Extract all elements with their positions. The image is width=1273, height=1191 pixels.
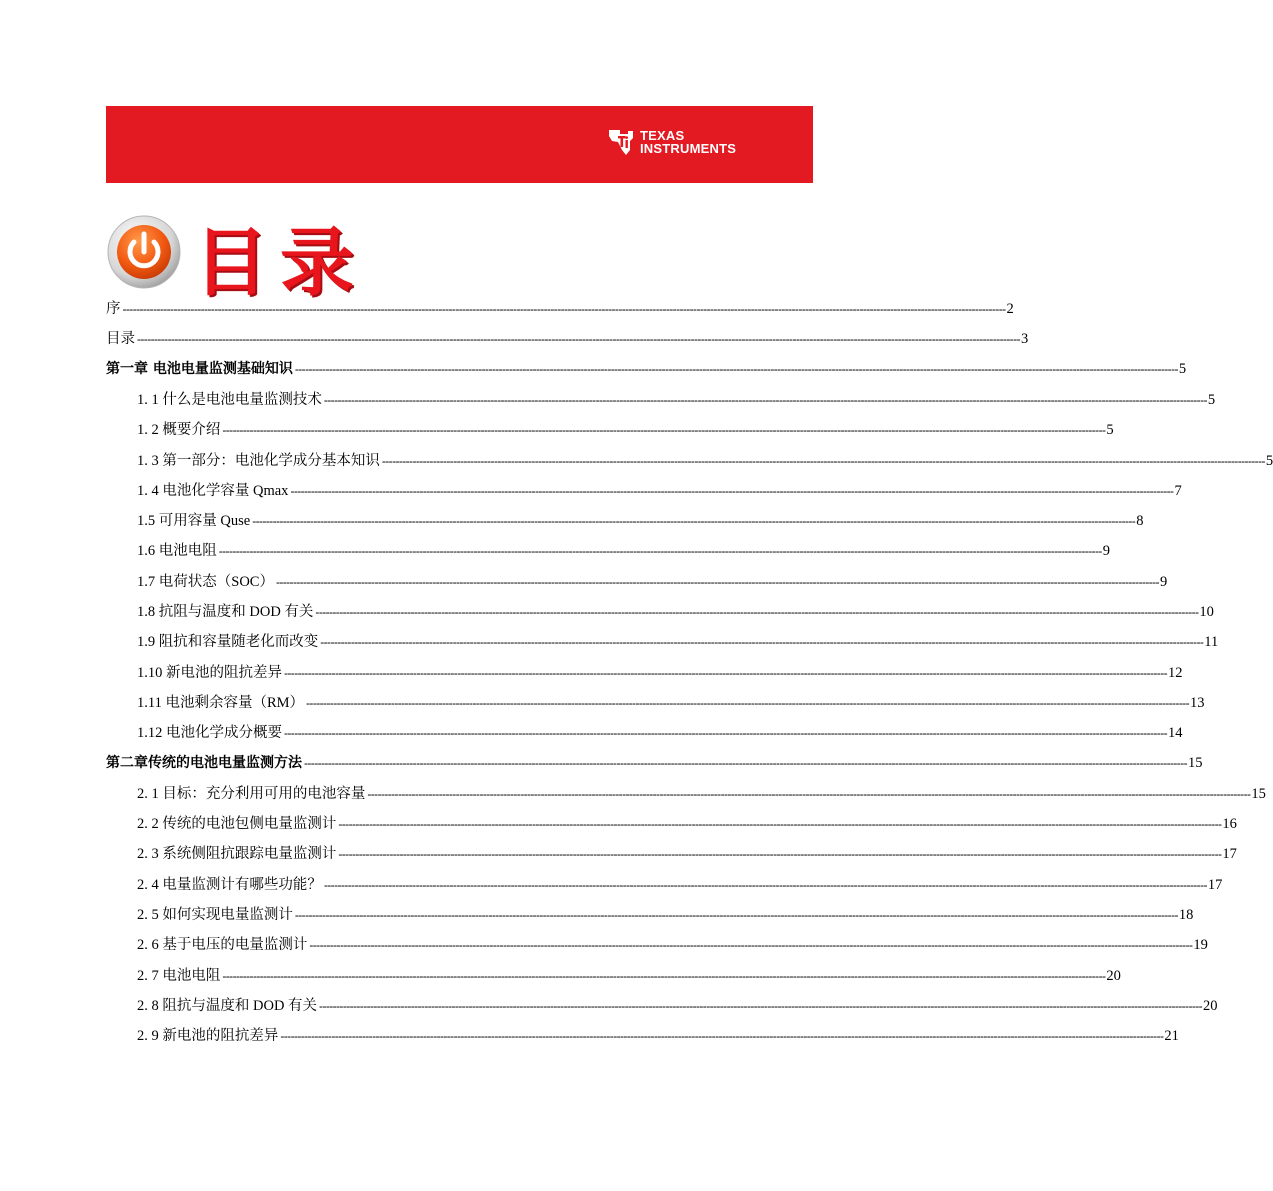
toc-leader: -------------------------------------------------------------------------------------------------------------------------------------------------------------------------------------------------------------------------------------------------------------------- xyxy=(122,302,1006,316)
toc-leader: -------------------------------------------------------------------------------------------------------------------------------------------------------------------------------------------------------------------------------------------------------------------- xyxy=(309,938,1193,953)
toc-entry[interactable] xyxy=(137,418,1114,442)
toc-entry-label: 1.10 新电池的阻抗差异 xyxy=(137,664,282,681)
toc-entry-label: 1.5 可用容量 Quse xyxy=(137,513,251,530)
toc-entry-page: 15 xyxy=(1188,754,1203,771)
toc-entry-page: 8 xyxy=(1136,513,1144,530)
toc-entry-label: 序 xyxy=(106,301,121,317)
toc-entry-label: 第二章传统的电池电量监测方法 xyxy=(106,754,302,771)
toc-leader: -------------------------------------------------------------------------------------------------------------------------------------------------------------------------------------------------------------------------------------------------------------------- xyxy=(218,544,1102,559)
toc-leader: -------------------------------------------------------------------------------------------------------------------------------------------------------------------------------------------------------------------------------------------------------------------- xyxy=(252,514,1136,529)
toc-entry[interactable] xyxy=(137,539,1110,563)
toc-leader: -------------------------------------------------------------------------------------------------------------------------------------------------------------------------------------------------------------------------------------------------------------------- xyxy=(323,392,1207,407)
toc-leader: -------------------------------------------------------------------------------------------------------------------------------------------------------------------------------------------------------------------------------------------------------------------- xyxy=(338,847,1222,862)
toc-entry[interactable] xyxy=(137,630,1219,654)
toc-entry-label: 1. 3 第一部分：电池化学成分基本知识 xyxy=(137,452,380,469)
toc-leader: -------------------------------------------------------------------------------------------------------------------------------------------------------------------------------------------------------------------------------------------------------------------- xyxy=(315,605,1199,619)
toc-leader: -------------------------------------------------------------------------------------------------------------------------------------------------------------------------------------------------------------------------------------------------------------------- xyxy=(338,817,1222,832)
power-icon xyxy=(106,214,182,290)
toc-entry-page: 11 xyxy=(1204,634,1219,651)
toc-entry-label: 2. 3 系统侧阻抗跟踪电量监测计 xyxy=(137,846,337,863)
toc-entry[interactable] xyxy=(137,691,1205,715)
toc-entry[interactable] xyxy=(137,903,1194,927)
toc-leader: -------------------------------------------------------------------------------------------------------------------------------------------------------------------------------------------------------------------------------------------------------------------- xyxy=(294,908,1178,922)
toc-entry[interactable] xyxy=(137,449,1273,473)
toc-entry[interactable] xyxy=(137,570,1168,594)
toc-entry-page: 20 xyxy=(1106,967,1121,984)
ti-logo-icon xyxy=(606,128,636,156)
toc-entry-label: 2. 9 新电池的阻抗差异 xyxy=(137,1028,279,1045)
toc-entry-label: 2. 7 电池电阻 xyxy=(137,967,221,984)
toc-entry-page: 2 xyxy=(1006,301,1014,317)
toc-entry[interactable] xyxy=(137,661,1183,685)
toc-entry-label: 2. 1 目标：充分利用可用的电池容量 xyxy=(137,785,366,802)
toc-entry-page: 5 xyxy=(1178,360,1187,377)
toc-entry[interactable] xyxy=(106,358,1187,382)
toc-leader: -------------------------------------------------------------------------------------------------------------------------------------------------------------------------------------------------------------------------------------------------------------------- xyxy=(306,695,1190,710)
toc-entry-label: 1.6 电池电阻 xyxy=(137,543,217,560)
toc-entry-page: 13 xyxy=(1190,694,1205,711)
toc-entry-page: 5 xyxy=(1106,422,1114,439)
toc-entry-page: 3 xyxy=(1021,331,1029,348)
toc-entry-page: 14 xyxy=(1168,725,1183,742)
toc-entry[interactable] xyxy=(106,752,1203,776)
toc-leader: -------------------------------------------------------------------------------------------------------------------------------------------------------------------------------------------------------------------------------------------------------------------- xyxy=(222,423,1106,438)
toc-entry-label: 1.7 电荷状态（SOC） xyxy=(137,573,274,590)
page-title: 目录 xyxy=(194,220,366,306)
toc-entry-page: 7 xyxy=(1174,482,1182,499)
toc-entry-label: 目录 xyxy=(106,331,135,348)
toc-leader: -------------------------------------------------------------------------------------------------------------------------------------------------------------------------------------------------------------------------------------------------------------------- xyxy=(320,635,1204,650)
toc-entry-page: 20 xyxy=(1203,997,1218,1014)
toc-entry[interactable] xyxy=(137,600,1214,624)
toc-entry-label: 1.11 电池剩余容量（RM） xyxy=(137,694,305,711)
brand-line-1: TEXAS xyxy=(640,128,685,143)
toc-entry-page: 9 xyxy=(1159,573,1168,590)
toc-entry[interactable] xyxy=(137,1024,1179,1048)
toc-entry-label: 2. 6 基于电压的电量监测计 xyxy=(137,937,308,954)
toc-entry-page: 5 xyxy=(1207,391,1216,408)
toc-leader: -------------------------------------------------------------------------------------------------------------------------------------------------------------------------------------------------------------------------------------------------------------------- xyxy=(381,453,1265,468)
toc-entry[interactable] xyxy=(137,721,1183,745)
toc-leader: -------------------------------------------------------------------------------------------------------------------------------------------------------------------------------------------------------------------------------------------------------------------- xyxy=(367,786,1251,801)
ti-logo xyxy=(606,128,736,156)
toc-entry[interactable] xyxy=(137,873,1223,897)
toc-entry-label: 2. 5 如何实现电量监测计 xyxy=(137,907,293,923)
toc-entry-page: 10 xyxy=(1199,604,1214,620)
toc-entry-page: 9 xyxy=(1102,543,1110,560)
toc-entry-page: 19 xyxy=(1193,937,1208,954)
toc-leader: -------------------------------------------------------------------------------------------------------------------------------------------------------------------------------------------------------------------------------------------------------------------- xyxy=(222,968,1106,983)
toc-entry[interactable] xyxy=(106,297,1014,321)
toc-leader: -------------------------------------------------------------------------------------------------------------------------------------------------------------------------------------------------------------------------------------------------------------------- xyxy=(275,574,1159,589)
toc-entry[interactable] xyxy=(137,388,1216,412)
toc-leader: -------------------------------------------------------------------------------------------------------------------------------------------------------------------------------------------------------------------------------------------------------------------- xyxy=(284,665,1167,680)
toc-entry[interactable] xyxy=(137,994,1218,1018)
toc-entry-page: 21 xyxy=(1164,1028,1179,1045)
toc-entry-page: 17 xyxy=(1207,876,1223,893)
toc-entry-label: 2. 8 阻抗与温度和 DOD 有关 xyxy=(137,997,318,1014)
toc-entry[interactable] xyxy=(137,964,1121,988)
toc-entry-page: 15 xyxy=(1251,785,1266,802)
toc-entry-label: 1. 2 概要介绍 xyxy=(137,422,221,439)
toc-entry-label: 1.8 抗阻与温度和 DOD 有关 xyxy=(137,604,314,620)
toc-entry-label: 1. 1 什么是电池电量监测技术 xyxy=(137,391,322,408)
toc-entry-label: 第一章 电池电量监测基础知识 xyxy=(106,360,293,377)
toc-entry[interactable] xyxy=(137,812,1237,836)
toc-leader: -------------------------------------------------------------------------------------------------------------------------------------------------------------------------------------------------------------------------------------------------------------------- xyxy=(323,877,1207,892)
toc-entry-label: 2. 2 传统的电池包侧电量监测计 xyxy=(137,816,337,833)
toc-leader: -------------------------------------------------------------------------------------------------------------------------------------------------------------------------------------------------------------------------------------------------------------------- xyxy=(137,332,1020,347)
toc-entry-page: 16 xyxy=(1222,816,1237,833)
toc-entry[interactable] xyxy=(137,509,1144,533)
toc-entry-label: 1.12 电池化学成分概要 xyxy=(137,725,282,742)
toc-entry-label: 2. 4 电量监测计有哪些功能？ xyxy=(137,876,322,893)
toc-entry-page: 17 xyxy=(1222,846,1237,863)
toc-entry-label: 1.9 阻抗和容量随老化而改变 xyxy=(137,634,319,651)
toc-entry[interactable] xyxy=(137,842,1237,866)
toc-entry-page: 5 xyxy=(1265,452,1273,469)
toc-entry-page: 12 xyxy=(1168,664,1183,681)
toc-entry[interactable] xyxy=(137,933,1208,957)
toc-leader: -------------------------------------------------------------------------------------------------------------------------------------------------------------------------------------------------------------------------------------------------------------------- xyxy=(294,361,1178,376)
toc-leader: -------------------------------------------------------------------------------------------------------------------------------------------------------------------------------------------------------------------------------------------------------------------- xyxy=(319,998,1203,1013)
toc-leader: -------------------------------------------------------------------------------------------------------------------------------------------------------------------------------------------------------------------------------------------------------------------- xyxy=(280,1029,1164,1044)
toc-entry[interactable] xyxy=(137,479,1182,503)
toc-leader: -------------------------------------------------------------------------------------------------------------------------------------------------------------------------------------------------------------------------------------------------------------------- xyxy=(290,483,1174,498)
toc-leader: -------------------------------------------------------------------------------------------------------------------------------------------------------------------------------------------------------------------------------------------------------------------- xyxy=(304,755,1187,770)
brand-line-2: INSTRUMENTS xyxy=(640,141,737,156)
toc-entry-label: 1. 4 电池化学容量 Qmax xyxy=(137,482,289,499)
toc-entry-page: 18 xyxy=(1178,907,1194,923)
toc-entry[interactable] xyxy=(137,782,1266,806)
toc-leader: -------------------------------------------------------------------------------------------------------------------------------------------------------------------------------------------------------------------------------------------------------------------- xyxy=(284,726,1167,741)
toc-entry[interactable] xyxy=(106,327,1029,351)
